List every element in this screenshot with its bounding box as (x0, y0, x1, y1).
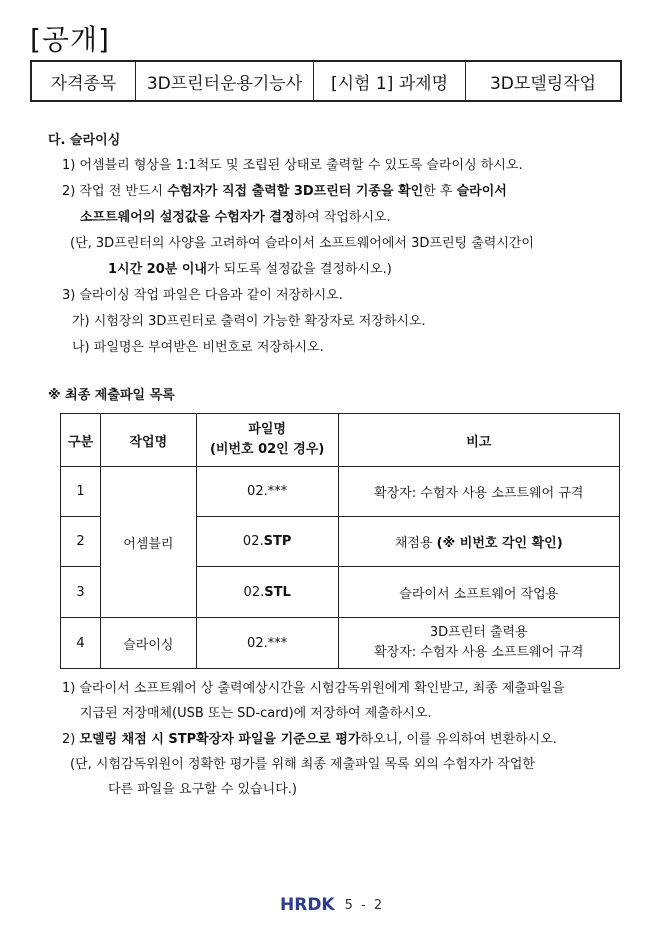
row-remark (338, 517, 619, 567)
note-after-2-text: 하오니, 이를 유의하여 변환하시오. (360, 732, 557, 747)
section-title: 다. 슬라이싱 (48, 133, 121, 148)
row-no: 1 (61, 467, 101, 517)
row-remark (338, 618, 619, 669)
item-2-bold-b: 슬라이서 (456, 184, 507, 199)
note-after-1-line1: 1) 슬라이서 소프트웨어 상 출력예상시간을 시험감독위원에게 확인받고, 최종 제출파일을 (62, 681, 565, 696)
row-filename (196, 618, 338, 669)
item-3b: 나) 파일명은 부여받은 비번호로 저장하시오. (72, 340, 324, 355)
item-1: 1) 어셈블리 형상을 1:1척도 및 조립된 상태로 출력할 수 있도록 슬라이싱 하시오. (62, 158, 523, 173)
item-2-text-c: 하여 작업하시오. (294, 210, 391, 225)
col-header-task: 작업명 (100, 414, 196, 467)
note-bold: 1시간 20분 이내 (108, 262, 207, 277)
row-no: 3 (61, 567, 101, 618)
item-2-line1 (62, 184, 507, 200)
row-no: 2 (61, 517, 101, 567)
item-2-text-b: 한 후 (423, 184, 457, 199)
file-prefix: 02. (242, 534, 264, 549)
row-filename (196, 467, 338, 517)
col-header-no: 구분 (61, 414, 101, 467)
remark-bold: (※ 비번호 각인 확인) (436, 536, 563, 551)
field-value: 3D프린터운용기능사 (136, 62, 314, 100)
item-2-bold-a: 수험자가 직접 출력할 3D프린터 기종을 확인 (167, 184, 424, 199)
table-row (61, 618, 620, 669)
hrdk-logo: HRDK (280, 895, 335, 915)
note-after-3-line1: (단, 시험감독위원이 정확한 평가를 위해 최종 제출파일 목록 외의 수험자가 작업한 (70, 757, 535, 772)
item-3: 3) 슬라이싱 작업 파일은 다음과 같이 저장하시오. (62, 288, 343, 303)
remark-line2: 확장자: 수험자 사용 소프트웨어 규격 (374, 645, 584, 660)
file-ext: STP (263, 534, 292, 549)
item-2-text-a: 2) 작업 전 반드시 (62, 184, 168, 199)
note-after-2 (62, 732, 557, 748)
field-label: 자격종목 (32, 62, 136, 100)
task-label: [시험 1] 과제명 (314, 62, 466, 100)
col-header-filename (196, 414, 338, 467)
table-row (61, 467, 620, 517)
file-prefix: 02. (247, 635, 268, 651)
note-text: 가 되도록 설정값을 결정하시오.) (206, 262, 392, 277)
task-value: 3D모델링작업 (489, 73, 597, 94)
note-after-1-line2: 지급된 저장매체(USB 또는 SD-card)에 저장하여 제출하시오. (80, 706, 432, 721)
col-header-remarks: 비고 (338, 414, 619, 467)
row-filename (196, 517, 338, 567)
note-line2 (108, 262, 392, 278)
header-table (30, 60, 622, 102)
note-after-2-bold: 모델링 채점 시 STP확장자 파일을 기준으로 평가 (79, 732, 361, 747)
file-ext: *** (267, 484, 288, 499)
row-remark: 슬라이서 소프트웨어 작업용 (338, 567, 619, 618)
filename-header-line2: (비번호 02인 경우) (209, 442, 325, 457)
file-ext: *** (267, 635, 288, 651)
remark-text: 채점용 (394, 536, 433, 551)
page-footer (280, 895, 384, 915)
row-no: 4 (61, 618, 101, 669)
row-filename (196, 567, 338, 618)
row-remark: 확장자: 수험자 사용 소프트웨어 규격 (338, 467, 619, 517)
item-2-line2 (80, 210, 391, 226)
table-header-row (61, 414, 620, 467)
file-prefix: 02. (247, 484, 268, 499)
row-task: 어셈블리 (100, 467, 196, 618)
filename-header-line1: 파일명 (248, 422, 286, 437)
item-2-bold-c: 소프트웨어의 설정값을 수험자가 결정 (80, 210, 295, 225)
row-task: 슬라이싱 (100, 618, 196, 669)
note-after-2-prefix: 2) (62, 732, 80, 747)
file-ext: STL (264, 584, 291, 600)
item-3a: 가) 시험장의 3D프린터로 출력이 가능한 확장자로 저장하시오. (72, 314, 426, 329)
page-number: 5 - 2 (344, 897, 385, 913)
file-prefix: 02. (243, 584, 265, 600)
note-after-3-line2: 다른 파일을 요구할 수 있습니다.) (108, 782, 297, 797)
remark-line1: 3D프린터 출력용 (429, 625, 528, 640)
file-list-title: ※ 최종 제출파일 목록 (48, 388, 175, 403)
page-label: [공개] (30, 23, 110, 56)
file-list-table (60, 413, 620, 669)
note-line1: (단, 3D프린터의 사양을 고려하여 슬라이서 소프트웨어에서 3D프린팅 출력시간이 (70, 236, 534, 251)
